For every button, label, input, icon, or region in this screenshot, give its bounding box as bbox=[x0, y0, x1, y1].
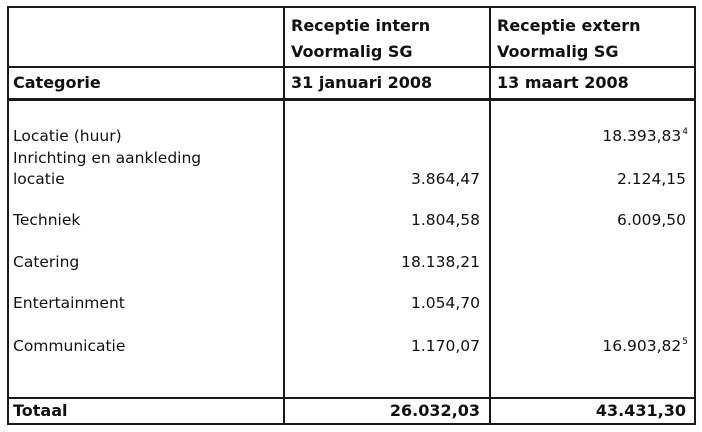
row-label-catering: Catering bbox=[13, 253, 80, 271]
row-label-techniek: Techniek bbox=[13, 211, 81, 229]
row-value-techniek-col1: 1.804,58 bbox=[410, 211, 480, 229]
table-border-bottom bbox=[7, 423, 696, 425]
cost-table bbox=[7, 6, 696, 425]
row-value-techniek-col2: 6.009,50 bbox=[616, 211, 686, 229]
row-label-inrichting-line1: Inrichting en aankleding bbox=[13, 149, 202, 167]
total-label: Totaal bbox=[13, 401, 68, 420]
total-value-col1: 26.032,03 bbox=[389, 401, 480, 420]
row-value-catering-col1: 18.138,21 bbox=[401, 253, 480, 271]
row-value-inrichting-col1: 3.864,47 bbox=[410, 170, 480, 188]
row-label-entertainment: Entertainment bbox=[13, 294, 125, 312]
value-text: 18.393,83 bbox=[602, 127, 682, 145]
row-value-entertainment-col1: 1.054,70 bbox=[410, 294, 480, 312]
col1-title-line2: Voormalig SG bbox=[291, 42, 413, 61]
table-border-top bbox=[7, 6, 696, 8]
category-separator bbox=[7, 98, 696, 101]
col2-title-line2: Voormalig SG bbox=[497, 42, 619, 61]
value-text: 16.903,82 bbox=[602, 337, 682, 355]
col1-date: 31 januari 2008 bbox=[291, 73, 433, 92]
footnote-marker: 4 bbox=[682, 127, 688, 137]
total-value-col2: 43.431,30 bbox=[595, 401, 686, 420]
category-label: Categorie bbox=[13, 73, 101, 92]
table-border-right bbox=[694, 6, 696, 425]
footnote-marker: 5 bbox=[682, 337, 688, 347]
header-separator bbox=[7, 66, 696, 68]
row-label-locatie: Locatie (huur) bbox=[13, 127, 122, 145]
row-value-communicatie-col2 bbox=[602, 336, 688, 356]
row-value-locatie-col2 bbox=[602, 126, 688, 146]
table-column-divider-1 bbox=[283, 6, 285, 425]
total-separator bbox=[7, 397, 696, 399]
table-border-left bbox=[7, 6, 9, 425]
row-label-inrichting-line2: locatie bbox=[13, 170, 65, 188]
table-column-divider-2 bbox=[489, 6, 491, 425]
col1-title-line1: Receptie intern bbox=[291, 16, 431, 35]
col2-date: 13 maart 2008 bbox=[497, 73, 629, 92]
row-label-communicatie: Communicatie bbox=[13, 337, 126, 355]
col2-title-line1: Receptie extern bbox=[497, 16, 641, 35]
row-value-communicatie-col1: 1.170,07 bbox=[410, 337, 480, 355]
row-value-inrichting-col2: 2.124,15 bbox=[616, 170, 686, 188]
